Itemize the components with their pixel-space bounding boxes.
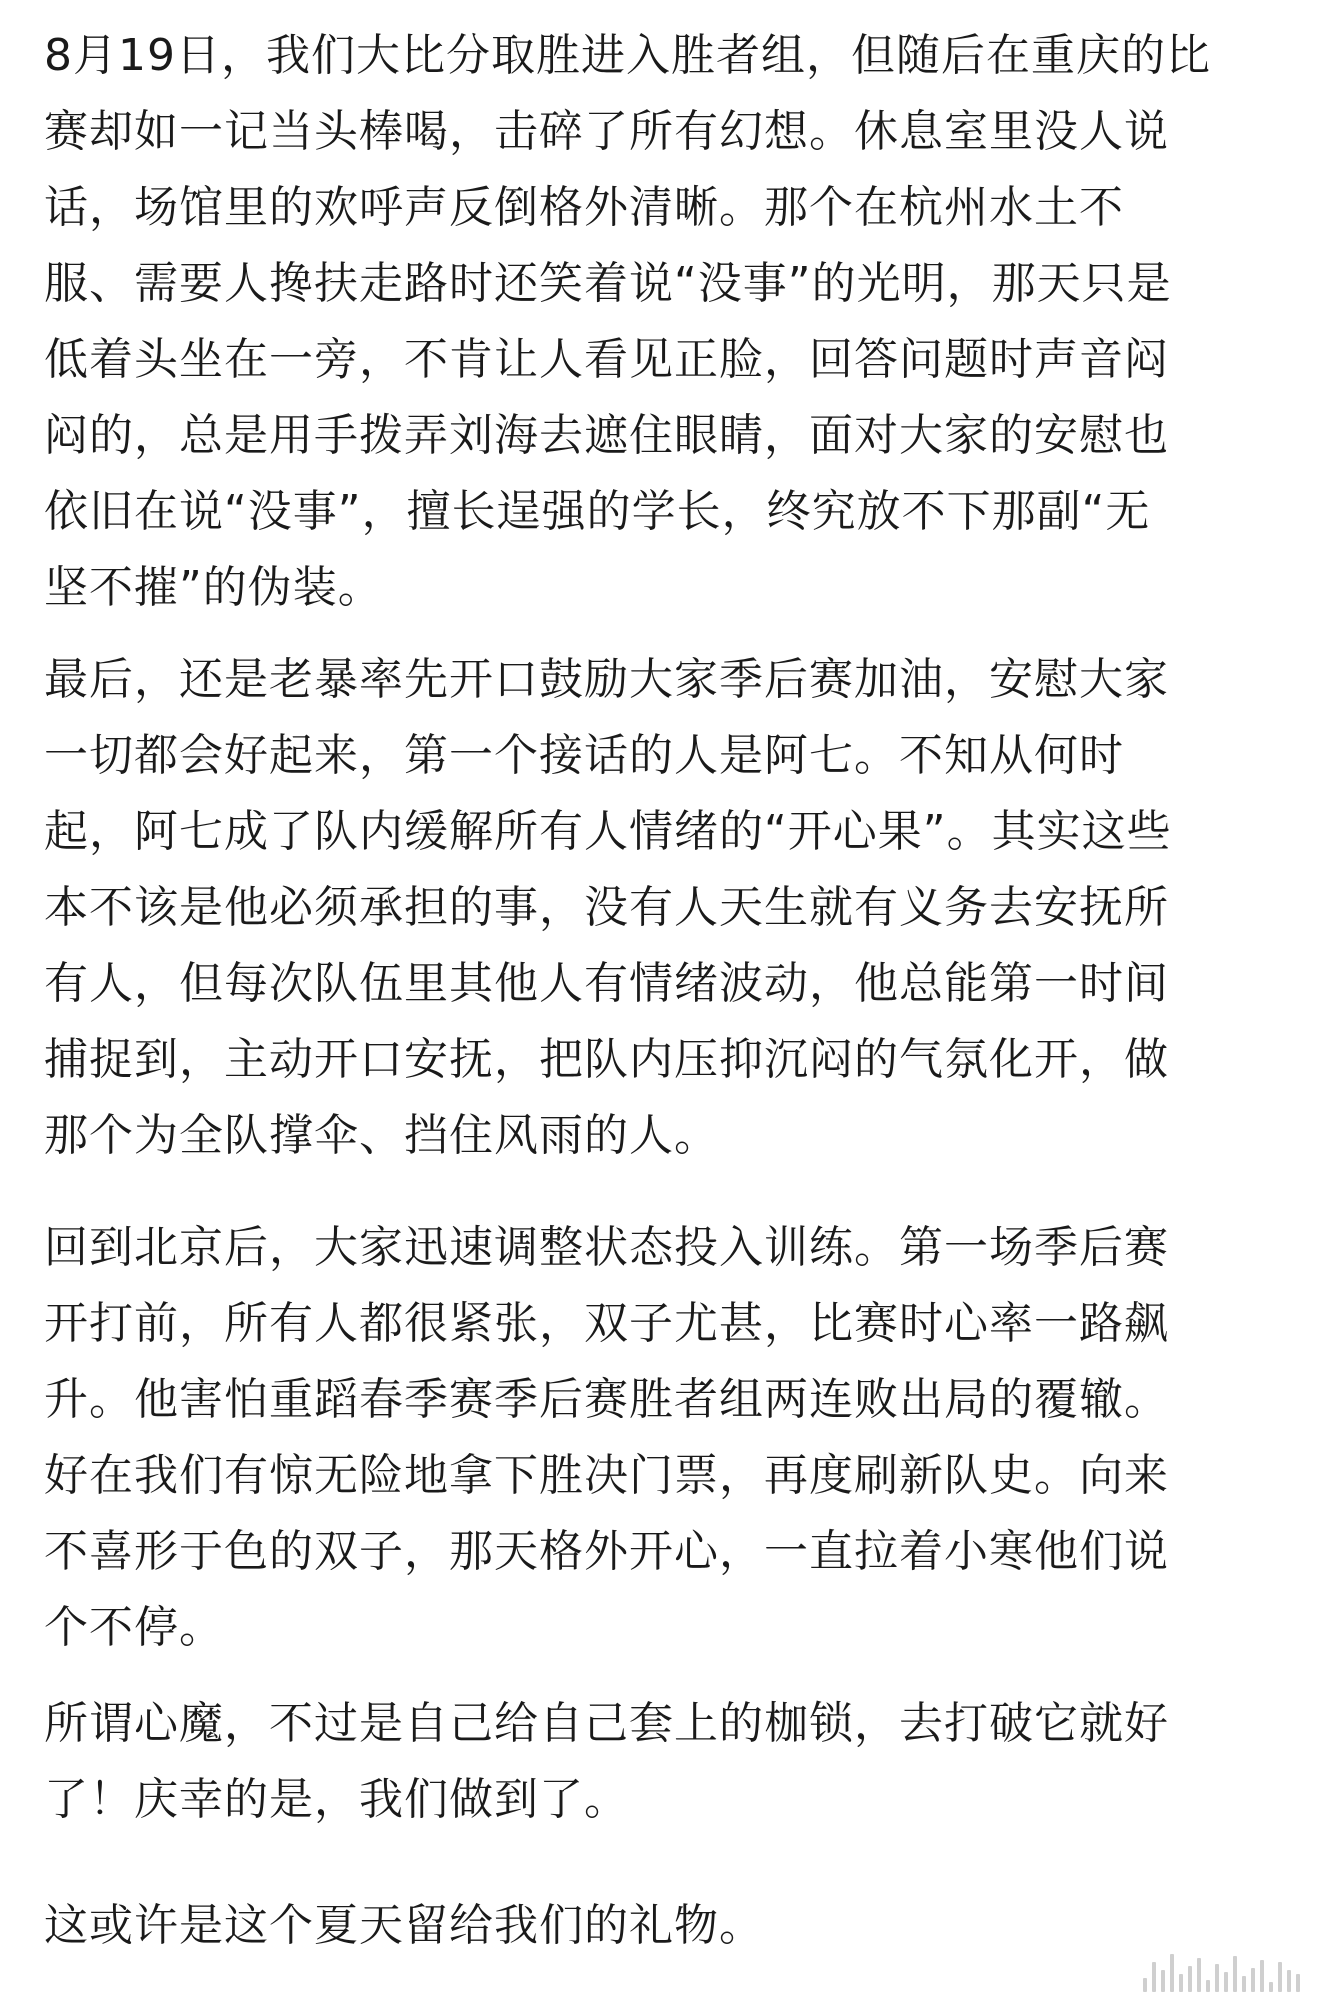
text-line: 有人，但每次队伍里其他人有情绪波动，他总能第一时间 bbox=[44, 958, 1169, 1009]
watermark-bar bbox=[1287, 1970, 1291, 1992]
text-line: 话，场馆里的欢呼声反倒格外清晰。那个在杭州水土不 bbox=[44, 182, 1124, 233]
paragraph-1 bbox=[44, 18, 1211, 626]
watermark-bar bbox=[1143, 1978, 1147, 1992]
text-line: 赛却如一记当头棒喝，击碎了所有幻想。休息室里没人说 bbox=[44, 106, 1169, 157]
watermark-bar bbox=[1170, 1954, 1174, 1992]
paragraph-3 bbox=[44, 1210, 1169, 1666]
watermark-bar bbox=[1251, 1968, 1255, 1992]
watermark-bar bbox=[1242, 1976, 1246, 1992]
text-line: 本不该是他必须承担的事，没有人天生就有义务去安抚所 bbox=[44, 882, 1169, 933]
text-line: 个不停。 bbox=[44, 1602, 224, 1653]
watermark-bar bbox=[1233, 1956, 1237, 1992]
text-line: 这或许是这个夏天留给我们的礼物。 bbox=[44, 1900, 764, 1951]
watermark-bar bbox=[1296, 1974, 1300, 1992]
text-line: 升。他害怕重蹈春季赛季后赛胜者组两连败出局的覆辙。 bbox=[44, 1374, 1169, 1425]
text-line: 回到北京后，大家迅速调整状态投入训练。第一场季后赛 bbox=[44, 1222, 1169, 1273]
watermark-bar bbox=[1161, 1970, 1165, 1992]
text-line: 坚不摧”的伪装。 bbox=[44, 562, 383, 613]
text-line: 依旧在说“没事”，擅长逞强的学长，终究放不下那副“无 bbox=[44, 486, 1151, 537]
paragraph-2 bbox=[44, 642, 1172, 1174]
text-line: 服、需要人搀扶走路时还笑着说“没事”的光明，那天只是 bbox=[44, 258, 1172, 309]
paragraph-4 bbox=[44, 1686, 1169, 1838]
watermark-bar bbox=[1179, 1974, 1183, 1992]
text-line: 闷的，总是用手拨弄刘海去遮住眼睛，面对大家的安慰也 bbox=[44, 410, 1169, 461]
text-line: 所谓心魔，不过是自己给自己套上的枷锁，去打破它就好 bbox=[44, 1698, 1169, 1749]
text-line: 8月19日，我们大比分取胜进入胜者组，但随后在重庆的比 bbox=[44, 30, 1211, 81]
watermark-bar bbox=[1206, 1980, 1210, 1992]
watermark-bar bbox=[1260, 1960, 1264, 1992]
text-line: 不喜形于色的双子，那天格外开心，一直拉着小寒他们说 bbox=[44, 1526, 1169, 1577]
text-line: 好在我们有惊无险地拿下胜决门票，再度刷新队史。向来 bbox=[44, 1450, 1169, 1501]
watermark-bar bbox=[1215, 1964, 1219, 1992]
watermark-bar bbox=[1188, 1966, 1192, 1992]
watermark-bar bbox=[1197, 1958, 1201, 1992]
text-line: 那个为全队撑伞、挡住风雨的人。 bbox=[44, 1110, 719, 1161]
text-line: 了！庆幸的是，我们做到了。 bbox=[44, 1774, 629, 1825]
watermark-bar bbox=[1224, 1972, 1228, 1992]
text-line: 开打前，所有人都很紧张，双子尤甚，比赛时心率一路飙 bbox=[44, 1298, 1169, 1349]
watermark-bar bbox=[1278, 1962, 1282, 1992]
watermark-bar bbox=[1269, 1982, 1273, 1992]
text-line: 捕捉到，主动开口安抚，把队内压抑沉闷的气氛化开，做 bbox=[44, 1034, 1169, 1085]
text-line: 低着头坐在一旁，不肯让人看见正脸，回答问题时声音闷 bbox=[44, 334, 1169, 385]
text-line: 最后，还是老暴率先开口鼓励大家季后赛加油，安慰大家 bbox=[44, 654, 1169, 705]
weibo-barcode-watermark-icon bbox=[1143, 1948, 1300, 1992]
text-line: 起，阿七成了队内缓解所有人情绪的“开心果”。其实这些 bbox=[44, 806, 1172, 857]
watermark-bar bbox=[1152, 1962, 1156, 1992]
paragraph-5 bbox=[44, 1888, 764, 1964]
text-line: 一切都会好起来，第一个接话的人是阿七。不知从何时 bbox=[44, 730, 1124, 781]
